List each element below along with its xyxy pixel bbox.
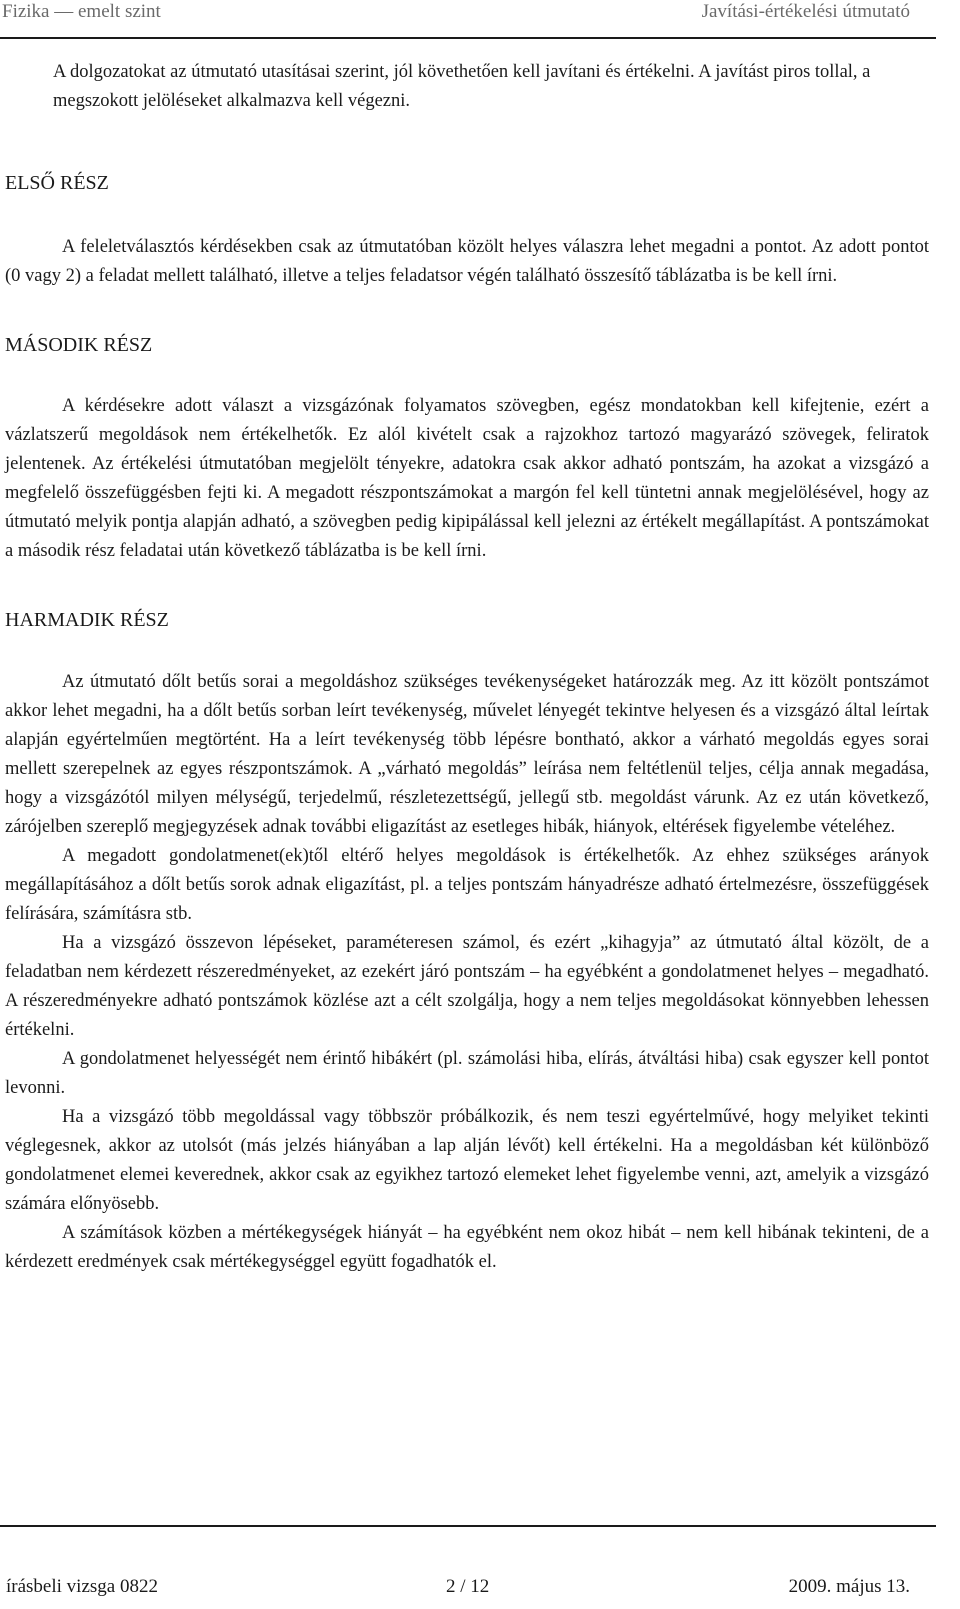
section-third-paragraph-6: A számítások közben a mértékegységek hiányát – ha egyébként nem okoz hibát – nem kell hibának tekinteni, de a kérdezett eredmények csak mértékegységgel együtt fogadhatók el.: [5, 1223, 929, 1272]
header-document-type: Javítási-értékelési útmutató: [701, 1, 910, 22]
footer-page-number: 2 / 12: [446, 1576, 490, 1597]
footer-divider: [0, 1525, 936, 1527]
section-third-paragraph-4: A gondolatmenet helyességét nem érintő hibákért (pl. számolási hiba, elírás, átváltási hiba) csak egyszer kell pontot levonni.: [5, 1049, 929, 1098]
page-content: [5, 58, 929, 1277]
section-third-paragraph-5: Ha a vizsgázó több megoldással vagy többször próbálkozik, és nem teszi egyértelművé, hogy melyiket tekinti véglegesnek, akkor az utolsót (más jelzés hiányában a lap alján lévőt) kell értékelni. Ha a megoldásban két különböző gondolatmenet elemei keverednek, akkor csak az egyikhez tartozó elemeket lehet figyelembe venni, azt, amelyik a vizsgázó számára előnyösebb.: [5, 1107, 929, 1214]
section-title-third: HARMADIK RÉSZ: [5, 609, 169, 631]
section-third-paragraph-3: Ha a vizsgázó összevon lépéseket, paraméteresen számol, és ezért „kihagyja” az útmutató által közölt, de a feladatban nem kérdezett részeredményeket, az ezekért járó pontszám – ha egyébként a gondolatmenet helyes – megadható. A részeredményekre adható pontszámok közlése azt a célt szolgálja, hogy a nem teljes megoldásokat könnyebben lehessen értékelni.: [5, 933, 929, 1040]
section-title-second: MÁSODIK RÉSZ: [5, 334, 153, 356]
header-divider: [0, 37, 936, 39]
section-title-first: ELSŐ RÉSZ: [5, 172, 109, 194]
intro-paragraph: A dolgozatokat az útmutató utasításai szerint, jól követhetően kell javítani és értékelni. A javítást piros tollal, a megszokott jelöléseket alkalmazva kell végezni.: [53, 62, 871, 111]
section-third-paragraph-2: A megadott gondolatmenet(ek)től eltérő helyes megoldások is értékelhetők. Az ehhez szükséges arányok megállapításához a dőlt betűs sorok adnak eligazítást, pl. a teljes pontszám hányadrésze adható értelmezésre, összefüggések felírására, számításra stb.: [5, 846, 929, 924]
footer-date: 2009. május 13.: [788, 1576, 910, 1597]
section-second-paragraph: A kérdésekre adott választ a vizsgázónak folyamatos szövegben, egész mondatokban kell kifejtenie, ezért a vázlatszerű megoldások nem értékelhetők. Ez alól kivételt csak a rajzokhoz tartozó magyarázó szövegek, feliratok jelentenek. Az értékelési útmutatóban megjelölt tényekre, adatokra csak akkor adható pontszám, ha azokat a vizsgázó a megfelelő összefüggésben fejti ki. A megadott részpontszámokat a margón fel kell tüntetni annak megjelölésével, hogy az útmutató melyik pontja alapján adható, a szövegben pedig kipipálással kell jelezni az értékelt megállapítást. A pontszámokat a második rész feladatai után következő táblázatba is be kell írni.: [5, 396, 929, 561]
page-header: [0, 0, 936, 30]
section-first-paragraph: A feleletválasztós kérdésekben csak az útmutatóban közölt helyes válaszra lehet megadni a pontot. Az adott pontot (0 vagy 2) a feladat mellett található, illetve a teljes feladatsor végén található összesítő táblázatba is be kell írni.: [5, 237, 929, 286]
section-third-paragraph-1: Az útmutató dőlt betűs sorai a megoldáshoz szükséges tevékenységeket határozzák meg. Az itt közölt pontszámot akkor lehet megadni, ha a dőlt betűs sorban leírt tevékenység, művelet lényegét tekintve helyesen és a vizsgázó által leírtak alapján egyértelműen megtörtént. Ha a leírt tevékenység több lépésre bontható, akkor a várható megoldás egyes sorai mellett szerepelnek az egyes részpontszámok. A „várható megoldás” leírása nem feltétlenül teljes, célja annak megadása, hogy a vizsgázótól milyen mélységű, terjedelmű, részletezettségű, jellegű stb. megoldást várunk. Az ez után következő, zárójelben szereplő megjegyzések adnak további eligazítást az esetleges hibák, hiányok, eltérések figyelembe vételéhez.: [5, 672, 929, 837]
footer-exam-code: írásbeli vizsga 0822: [6, 1576, 158, 1597]
header-subject: Fizika — emelt szint: [2, 1, 161, 22]
page-footer: [0, 1575, 936, 1605]
